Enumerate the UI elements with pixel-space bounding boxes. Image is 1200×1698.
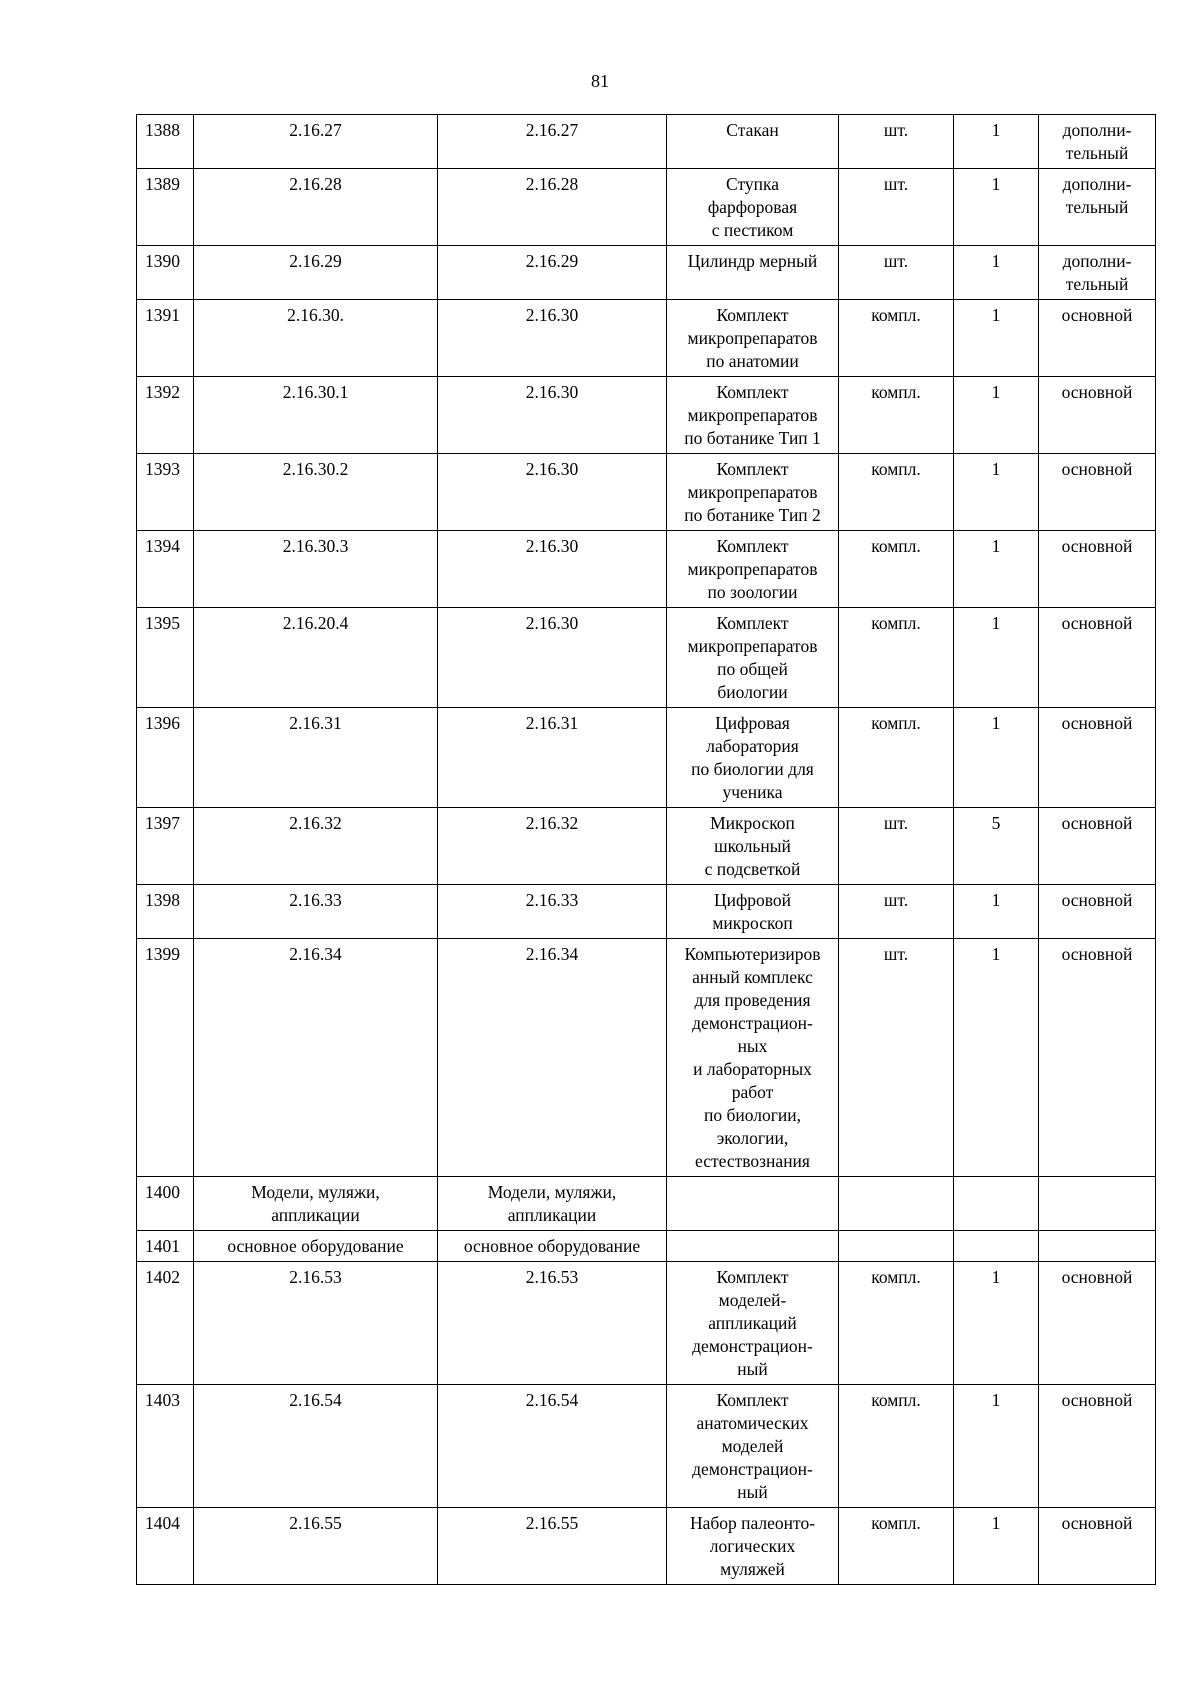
code-ref-cell: 2.16.30 [438, 300, 667, 377]
code-cell: 2.16.30.2 [194, 454, 438, 531]
item-name-cell: Комплект микропрепаратов по анатомии [667, 300, 839, 377]
row-number-cell: 1388 [137, 115, 194, 169]
code-cell: основное оборудование [194, 1231, 438, 1262]
table-row [137, 808, 1156, 885]
unit-cell: шт. [839, 939, 954, 1177]
row-number-cell: 1404 [137, 1508, 194, 1585]
table-row [137, 454, 1156, 531]
code-cell: 2.16.27 [194, 115, 438, 169]
code-ref-cell: 2.16.30 [438, 377, 667, 454]
code-ref-cell: 2.16.29 [438, 246, 667, 300]
row-number-cell: 1394 [137, 531, 194, 608]
unit-cell [839, 1177, 954, 1231]
table-row [137, 246, 1156, 300]
code-ref-cell: 2.16.54 [438, 1385, 667, 1508]
unit-cell: шт. [839, 115, 954, 169]
quantity-cell: 1 [954, 608, 1039, 708]
equipment-type-cell: основной [1039, 708, 1156, 808]
row-number-cell: 1392 [137, 377, 194, 454]
code-ref-cell: основное оборудование [438, 1231, 667, 1262]
row-number-cell: 1393 [137, 454, 194, 531]
row-number-cell: 1391 [137, 300, 194, 377]
unit-cell: компл. [839, 1508, 954, 1585]
table-row [137, 1508, 1156, 1585]
equipment-type-cell: основной [1039, 608, 1156, 708]
unit-cell: шт. [839, 169, 954, 246]
code-cell: 2.16.30.1 [194, 377, 438, 454]
code-ref-cell: 2.16.31 [438, 708, 667, 808]
table-row [137, 169, 1156, 246]
code-cell: 2.16.28 [194, 169, 438, 246]
equipment-type-cell: дополни- тельный [1039, 169, 1156, 246]
row-number-cell: 1390 [137, 246, 194, 300]
table-row [137, 115, 1156, 169]
unit-cell: компл. [839, 300, 954, 377]
table-row [137, 1231, 1156, 1262]
quantity-cell: 1 [954, 377, 1039, 454]
code-cell: 2.16.30. [194, 300, 438, 377]
code-ref-cell: 2.16.30 [438, 608, 667, 708]
unit-cell: компл. [839, 377, 954, 454]
row-number-cell: 1401 [137, 1231, 194, 1262]
unit-cell: компл. [839, 531, 954, 608]
row-number-cell: 1399 [137, 939, 194, 1177]
code-cell: 2.16.54 [194, 1385, 438, 1508]
code-ref-cell: Модели, муляжи, аппликации [438, 1177, 667, 1231]
code-ref-cell: 2.16.34 [438, 939, 667, 1177]
table-row [137, 1385, 1156, 1508]
table-row [137, 708, 1156, 808]
quantity-cell: 1 [954, 939, 1039, 1177]
equipment-type-cell [1039, 1177, 1156, 1231]
code-cell: 2.16.55 [194, 1508, 438, 1585]
item-name-cell: Комплект микропрепаратов по ботанике Тип 1 [667, 377, 839, 454]
code-ref-cell: 2.16.28 [438, 169, 667, 246]
item-name-cell: Набор палеонто- логических муляжей [667, 1508, 839, 1585]
item-name-cell [667, 1231, 839, 1262]
code-ref-cell: 2.16.30 [438, 531, 667, 608]
code-ref-cell: 2.16.32 [438, 808, 667, 885]
table-row [137, 1262, 1156, 1385]
code-cell: 2.16.30.3 [194, 531, 438, 608]
equipment-table [136, 114, 1156, 1585]
equipment-type-cell: основной [1039, 939, 1156, 1177]
equipment-type-cell: основной [1039, 454, 1156, 531]
code-ref-cell: 2.16.55 [438, 1508, 667, 1585]
equipment-type-cell: основной [1039, 1262, 1156, 1385]
unit-cell: компл. [839, 608, 954, 708]
code-ref-cell: 2.16.53 [438, 1262, 667, 1385]
quantity-cell: 5 [954, 808, 1039, 885]
equipment-type-cell: основной [1039, 1385, 1156, 1508]
quantity-cell: 1 [954, 1385, 1039, 1508]
row-number-cell: 1397 [137, 808, 194, 885]
item-name-cell: Стакан [667, 115, 839, 169]
item-name-cell: Комплект анатомических моделей демонстрацион- ный [667, 1385, 839, 1508]
item-name-cell: Компьютеризиров анный комплекс для проведения демонстрацион- ных и лабораторных работ по биологии, экологии, естествознания [667, 939, 839, 1177]
item-name-cell: Комплект микропрепаратов по зоологии [667, 531, 839, 608]
code-ref-cell: 2.16.27 [438, 115, 667, 169]
row-number-cell: 1400 [137, 1177, 194, 1231]
item-name-cell [667, 1177, 839, 1231]
row-number-cell: 1402 [137, 1262, 194, 1385]
item-name-cell: Ступка фарфоровая с пестиком [667, 169, 839, 246]
item-name-cell: Комплект микропрепаратов по общей биологии [667, 608, 839, 708]
quantity-cell: 1 [954, 531, 1039, 608]
equipment-type-cell [1039, 1231, 1156, 1262]
row-number-cell: 1403 [137, 1385, 194, 1508]
table-row [137, 1177, 1156, 1231]
code-cell: 2.16.31 [194, 708, 438, 808]
table-row [137, 608, 1156, 708]
code-cell: 2.16.53 [194, 1262, 438, 1385]
page-number: 81 [591, 71, 609, 91]
quantity-cell: 1 [954, 454, 1039, 531]
code-cell: 2.16.34 [194, 939, 438, 1177]
item-name-cell: Цилиндр мерный [667, 246, 839, 300]
item-name-cell: Цифровой микроскоп [667, 885, 839, 939]
equipment-type-cell: дополни- тельный [1039, 246, 1156, 300]
table-row [137, 939, 1156, 1177]
code-cell: 2.16.33 [194, 885, 438, 939]
unit-cell: шт. [839, 808, 954, 885]
code-cell: 2.16.32 [194, 808, 438, 885]
quantity-cell: 1 [954, 115, 1039, 169]
quantity-cell: 1 [954, 1262, 1039, 1385]
code-cell: 2.16.29 [194, 246, 438, 300]
equipment-type-cell: основной [1039, 531, 1156, 608]
unit-cell: компл. [839, 708, 954, 808]
item-name-cell: Цифровая лаборатория по биологии для ученика [667, 708, 839, 808]
table-row [137, 300, 1156, 377]
quantity-cell [954, 1231, 1039, 1262]
table-row [137, 531, 1156, 608]
table-row [137, 377, 1156, 454]
equipment-type-cell: дополни- тельный [1039, 115, 1156, 169]
item-name-cell: Микроскоп школьный с подсветкой [667, 808, 839, 885]
row-number-cell: 1395 [137, 608, 194, 708]
row-number-cell: 1389 [137, 169, 194, 246]
table-row [137, 885, 1156, 939]
equipment-type-cell: основной [1039, 885, 1156, 939]
unit-cell: компл. [839, 454, 954, 531]
item-name-cell: Комплект моделей- аппликаций демонстрацион- ный [667, 1262, 839, 1385]
equipment-type-cell: основной [1039, 300, 1156, 377]
table-body [137, 115, 1156, 1585]
row-number-cell: 1396 [137, 708, 194, 808]
quantity-cell: 1 [954, 708, 1039, 808]
row-number-cell: 1398 [137, 885, 194, 939]
equipment-type-cell: основной [1039, 377, 1156, 454]
code-cell: Модели, муляжи, аппликации [194, 1177, 438, 1231]
code-ref-cell: 2.16.30 [438, 454, 667, 531]
quantity-cell: 1 [954, 300, 1039, 377]
quantity-cell: 1 [954, 246, 1039, 300]
unit-cell: компл. [839, 1385, 954, 1508]
quantity-cell: 1 [954, 169, 1039, 246]
equipment-type-cell: основной [1039, 808, 1156, 885]
quantity-cell: 1 [954, 1508, 1039, 1585]
unit-cell: шт. [839, 885, 954, 939]
item-name-cell: Комплект микропрепаратов по ботанике Тип 2 [667, 454, 839, 531]
unit-cell [839, 1231, 954, 1262]
unit-cell: компл. [839, 1262, 954, 1385]
unit-cell: шт. [839, 246, 954, 300]
quantity-cell [954, 1177, 1039, 1231]
quantity-cell: 1 [954, 885, 1039, 939]
code-cell: 2.16.20.4 [194, 608, 438, 708]
code-ref-cell: 2.16.33 [438, 885, 667, 939]
equipment-type-cell: основной [1039, 1508, 1156, 1585]
